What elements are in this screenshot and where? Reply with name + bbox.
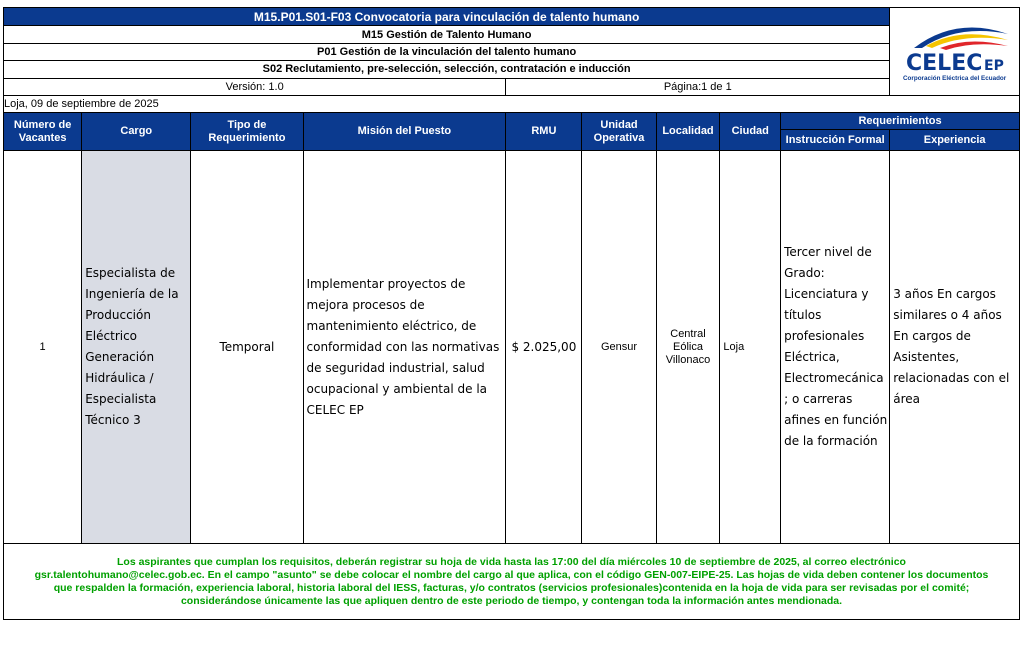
col-localidad: Localidad xyxy=(656,113,720,151)
logo-name: CELEC xyxy=(905,51,982,76)
vacancy-table xyxy=(3,7,1020,620)
form-title: M15.P01.S01-F03 Convocatoria para vinculación de talento humano xyxy=(4,8,890,26)
cell-cargo: Especialista de Ingeniería de la Producción Eléctrico Generación Hidráulica / Especialista Técnico 3 xyxy=(82,151,191,544)
cell-unidad: Gensur xyxy=(582,151,656,544)
process: P01 Gestión de la vinculación del talento humano xyxy=(4,43,890,60)
cell-rmu: $ 2.025,00 xyxy=(506,151,582,544)
version: Versión: 1.0 xyxy=(4,78,506,95)
cell-localidad: Central Eólica Villonaco xyxy=(656,151,720,544)
logo-subtitle: Corporación Eléctrica del Ecuador xyxy=(902,75,1006,82)
col-tipo: Tipo de Requerimiento xyxy=(191,113,303,151)
cell-tipo: Temporal xyxy=(191,151,303,544)
col-requerimientos: Requerimientos xyxy=(781,113,1020,130)
footer-line-2: gsr.talentohumano@celec.gob.ec. En el campo "asunto" se debe colocar el nombre del cargo al que aplica, con el código GEN-007-EIPE-25. Las hojas de vida deben contener los documentos xyxy=(34,568,989,581)
col-mision: Misión del Puesto xyxy=(303,113,506,151)
col-vacantes: Número de Vacantes xyxy=(4,113,82,151)
subprocess: S02 Reclutamiento, pre-selección, selección, contratación e inducción xyxy=(4,61,890,78)
cell-vacantes: 1 xyxy=(4,151,82,544)
table-row xyxy=(4,151,1020,544)
footer-note xyxy=(4,544,1020,620)
col-unidad: Unidad Operativa xyxy=(582,113,656,151)
page-number: Página:1 de 1 xyxy=(506,78,890,95)
col-experiencia: Experiencia xyxy=(890,130,1020,151)
logo xyxy=(890,8,1020,96)
cell-instruccion: Tercer nivel de Grado: Licenciatura y títulos profesionales Eléctrica, Electromecánica ; o carreras afines en función de la formación xyxy=(781,151,890,544)
cell-ciudad: Loja xyxy=(720,151,781,544)
col-cargo: Cargo xyxy=(82,113,191,151)
col-rmu: RMU xyxy=(506,113,582,151)
footer-line-1: Los aspirantes que cumplan los requisitos, deberán registrar su hoja de vida hasta las 17:00 del día miércoles 10 de septiembre de 2025, al correo electrónico xyxy=(117,555,906,568)
footer-line-3: que respalden la formación, experiencia laboral, historia laboral del IESS, facturas, y/o contratos (servicios profesionales)contenida en la hoja de vida para ser revisadas por el comité; xyxy=(53,581,970,594)
celec-logo-icon xyxy=(896,8,1014,90)
cell-mision: Implementar proyectos de mejora procesos de mantenimiento eléctrico, de conformidad con las normativas de seguridad industrial, salud ocupacional y ambiental de la CELEC EP xyxy=(303,151,506,544)
logo-suffix: EP xyxy=(983,58,1004,74)
macro-process: M15 Gestión de Talento Humano xyxy=(4,26,890,43)
document-date: Loja, 09 de septiembre de 2025 xyxy=(4,96,1020,113)
col-instruccion: Instrucción Formal xyxy=(781,130,890,151)
col-ciudad: Ciudad xyxy=(720,113,781,151)
footer-line-4: considerándose únicamente las que apliquen dentro de este periodo de tiempo, y contengan toda la información antes mendionada. xyxy=(180,594,843,607)
cell-experiencia: 3 años En cargos similares o 4 años En cargos de Asistentes, relacionadas con el área xyxy=(890,151,1020,544)
